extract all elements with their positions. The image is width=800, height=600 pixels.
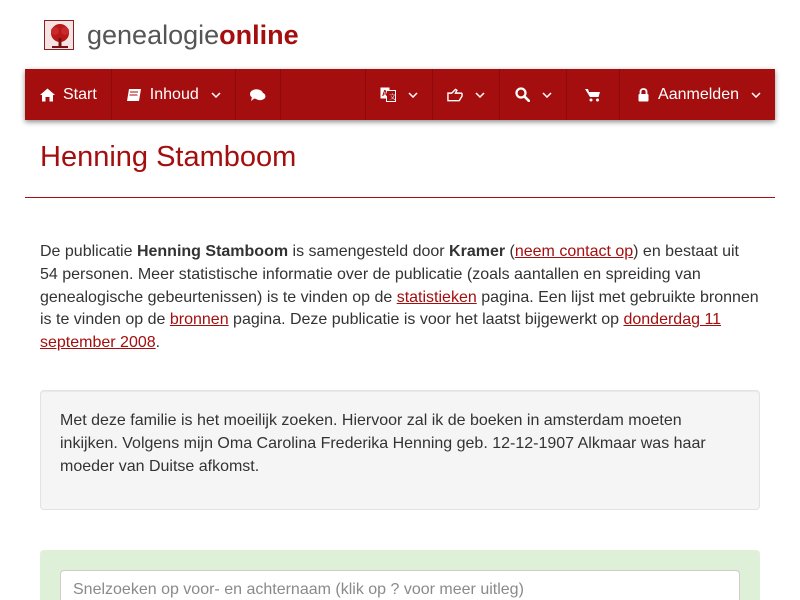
intro-text-3: ( xyxy=(505,243,515,260)
intro-text-6: pagina. Deze publicatie is voor het laatst bijgewerkt op xyxy=(228,311,624,329)
quick-search-input[interactable] xyxy=(60,570,740,600)
nav-start-label: Start xyxy=(63,85,97,103)
chevron-down-icon xyxy=(751,92,761,98)
nav-shop[interactable] xyxy=(567,69,620,120)
chevron-down-icon xyxy=(475,92,485,98)
publication-note-text: Met deze familie is het moeilijk zoeken. Hiervoor zal ik de boeken in amsterdam moeten inkijken. Volgens mijn Oma Carolina Frederika Henning geb. 12-12-1907 Alkmaar was haar moeder van Duitse afkomst. xyxy=(60,412,706,475)
nav-aanmelden[interactable] xyxy=(620,69,775,120)
nav-language[interactable] xyxy=(366,69,433,120)
comments-icon xyxy=(250,87,266,103)
title-divider xyxy=(25,197,775,198)
author-name: Kramer xyxy=(449,243,506,260)
chevron-down-icon xyxy=(408,92,418,98)
site-logo[interactable] xyxy=(44,18,299,52)
book-icon xyxy=(126,87,142,103)
nav-inhoud[interactable] xyxy=(112,69,236,120)
site-name xyxy=(87,20,299,51)
home-icon xyxy=(39,87,55,103)
last-updated-link[interactable]: donderdag 11 september 2008 xyxy=(40,311,722,352)
share-icon xyxy=(447,87,463,103)
chevron-down-icon xyxy=(211,92,221,98)
chevron-down-icon xyxy=(542,92,552,98)
publication-intro xyxy=(40,241,760,355)
search-icon xyxy=(514,87,530,103)
nav-share[interactable] xyxy=(433,69,500,120)
nav-inhoud-label: Inhoud xyxy=(149,85,199,103)
contact-link[interactable]: neem contact op xyxy=(514,243,634,260)
nav-aanmelden-label: Aanmelden xyxy=(658,85,739,103)
nav-search[interactable] xyxy=(500,69,567,120)
intro-text-5: pagina. Een lijst met gebruikte bronnen is te vinden op de xyxy=(40,288,759,329)
intro-text-4: ) en bestaat uit 54 personen. Meer statistische informatie over de publicatie (zoals aantallen en spreiding van genealogische gebeurtenissen) is te vinden op de xyxy=(40,243,739,306)
publication-note xyxy=(40,390,760,510)
site-name-part2: online xyxy=(219,19,299,50)
site-name-part1: genealogie xyxy=(87,19,220,50)
translate-icon xyxy=(380,87,396,103)
intro-text-2: is samengesteld door xyxy=(288,243,450,260)
nav-spacer xyxy=(281,69,366,120)
publication-name: Henning Stamboom xyxy=(136,243,289,260)
intro-text-1: De publicatie xyxy=(40,243,137,260)
tree-logo-icon xyxy=(44,20,74,50)
cart-icon xyxy=(585,87,601,103)
page-title: Henning Stamboom xyxy=(40,141,297,173)
svg-text:文: 文 xyxy=(389,94,397,101)
sources-link[interactable]: bronnen xyxy=(169,311,229,329)
svg-text:A: A xyxy=(382,89,388,98)
main-navbar xyxy=(25,69,775,120)
quick-search-panel xyxy=(40,550,760,600)
statistics-link[interactable]: statistieken xyxy=(396,288,477,306)
intro-text-7: . xyxy=(155,334,161,352)
lock-icon xyxy=(638,87,649,103)
nav-start[interactable] xyxy=(25,69,112,120)
nav-forum[interactable] xyxy=(236,69,281,120)
